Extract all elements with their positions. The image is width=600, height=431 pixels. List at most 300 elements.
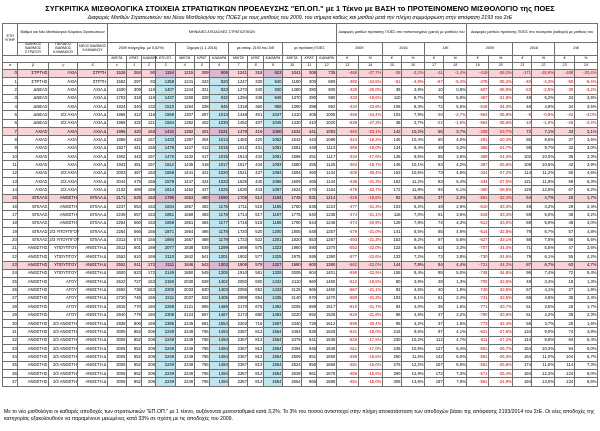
cell-value: 11,6% [532,361,555,369]
cell-rank-a: ΔΝΕΑΣ [18,111,49,119]
cell-value: 84 [382,303,401,311]
cell-value: -15,5% [358,370,382,378]
cell-rank-c: ΑΝΘΣΤΗ Δ [78,311,107,319]
cell-value: 1996 [107,128,126,136]
cell-rank-c: ΑΝΘΣΤΗ Δ [78,328,107,336]
cell-rank-b: ΑΧΙΑ [49,153,78,161]
cell-value: 852 [127,328,142,336]
cell-value: 7,9% [402,111,425,119]
cell-value: -38 [425,111,444,119]
cell-rank-b: ΛΧΙΑ [49,103,78,111]
cell-value: 2237 [107,203,126,211]
cell-value: 467 [127,169,142,177]
table-row [3,77,598,85]
cell-value: -8 [513,111,532,119]
cell-value: 32 [555,144,574,152]
cell-value: 405 [302,111,317,119]
cell-rank-b: ΥΠΟΥΠΓΟΥ [49,244,78,252]
cell-value: 3005 [107,370,126,378]
cell-value: 420 [248,136,263,144]
cell-rank-c: ΛΧΙΑ Δ [78,144,107,152]
cell-value: 1087 [263,186,282,194]
cell-value: 4,5% [402,311,425,319]
cell-years: 3 [3,94,18,102]
cell-value: 93 [142,77,156,85]
cell-value: 6,7% [532,261,555,269]
cell-value: 1257 [317,228,336,236]
cell-value: -426 [336,194,358,202]
cell-value: 755 [194,370,209,378]
cell-value: 2249 [156,353,175,361]
cell-value: 318 [127,94,142,102]
cell-years: 1 [3,77,18,85]
cell-value: 1943 [107,161,126,169]
cell-value: 63 [425,161,444,169]
cell-value: 5,2% [532,94,555,102]
header-index-cell: 15 [382,62,401,69]
cell-value: 1448 [229,111,248,119]
cell-value: -33,8% [489,311,513,319]
cell-value: 2284 [107,228,126,236]
cell-value: -33,3% [489,211,513,219]
cell-value: 5,3% [574,178,597,186]
header-sub-cell: % [574,55,597,62]
cell-value: 2308 [156,311,175,319]
cell-value: -507 [467,86,489,94]
cell-rank-a: ΛΧΙΑΣ [18,128,49,136]
cell-value: 1609 [282,178,301,186]
cell-value: -18,9% [532,69,555,77]
cell-value: -20,4% [358,169,382,177]
cell-value: 3,3% [444,244,467,252]
header-sub-cell: ΚΑΘΑΡΑ [263,55,282,62]
cell-value: 1658 [317,353,336,361]
cell-value: 432 [248,153,263,161]
cell-value: -610 [336,303,358,311]
header-index-cell: 21 [513,62,532,69]
cell-value: -5,4% [444,77,467,85]
cell-value: 2367 [229,378,248,386]
cell-value: 866 [302,378,317,386]
cell-value: 390 [302,94,317,102]
cell-value: 1494 [210,361,229,369]
cell-rank-c: ΑΝΘΣΤΗ Δ [78,303,107,311]
cell-value: 1990 [282,261,301,269]
cell-value: 630 [194,286,209,294]
cell-value: 8,5% [402,228,425,236]
cell-value: 3,6% [444,153,467,161]
header-sub-cell: ΚΡΑΤ. [302,55,317,62]
table-row [3,69,598,77]
cell-value: 1494 [210,353,229,361]
cell-rank-b: ΥΠΟΥΠΓΟΥ [49,253,78,261]
header-sub-cell: ΚΡΑΤ. [194,55,209,62]
cell-value: -481 [336,361,358,369]
cell-value: 1086 [263,178,282,186]
cell-value: -382 [336,77,358,85]
cell-value: 1886 [107,136,126,144]
cell-value: 1760 [282,203,301,211]
cell-rank-a: ΑΝΘΣΤΗΣ [18,261,49,269]
cell-value: 2,9% [402,86,425,94]
cell-value: 2288 [156,303,175,311]
cell-value: 1838 [175,244,194,252]
cell-value: 61 [425,211,444,219]
cell-value: 306 [302,69,317,77]
cell-value: -19,0% [358,144,382,152]
cell-value: -333 [336,94,358,102]
cell-years: 15 [3,194,18,202]
cell-years: 16 [3,203,18,211]
cell-rank-b: 2/3 ΑΧΙΑ [49,119,78,127]
cell-rank-a: ΑΝΘΣΤΗΣ [18,286,49,294]
header-diff1-2009: 2009 [336,43,382,56]
cell-value: 755 [194,353,209,361]
cell-value: 1460 [317,286,336,294]
cell-value: -21,3% [358,203,382,211]
cell-value: 6,6% [444,361,467,369]
cell-value: 1554 [263,361,282,369]
cell-rank-b: 2/3 ΑΝΘΣΤΗ [49,344,78,352]
cell-value: 2552 [107,261,126,269]
cell-rank-c: ΛΧΙΑ Δ [78,94,107,102]
cell-value: 1678 [317,370,336,378]
cell-value: 206 [142,344,156,352]
cell-value: 2,7% [402,119,425,127]
cell-value: 380 [302,86,317,94]
cell-value: -27,3% [358,119,382,127]
cell-value: 755 [194,336,209,344]
cell-value: 3005 [107,353,126,361]
cell-value: 398 [302,103,317,111]
cell-value: 61 [513,311,532,319]
cell-value: 73 [425,253,444,261]
cell-value: 2249 [156,370,175,378]
cell-value: 484 [194,219,209,227]
cell-value: 6,1% [444,186,467,194]
cell-value: 167 [142,136,156,144]
cell-value: 2340 [282,319,301,327]
cell-value: -627 [467,236,489,244]
cell-value: -18,0% [358,328,382,336]
cell-value: 2367 [229,353,248,361]
cell-value: 153 [142,194,156,202]
cell-value: 3,2% [574,211,597,219]
cell-value: 11,2% [402,178,425,186]
cell-value: 441 [127,144,142,152]
cell-value: 10,4% [402,136,425,144]
cell-value: 728 [302,319,317,327]
cell-value: -771 [467,303,489,311]
cell-value: 330 [248,77,263,85]
cell-value: 846 [302,344,317,352]
cell-value: 402 [194,119,209,127]
cell-value: 2249 [156,378,175,386]
cell-value: 930 [263,86,282,94]
cell-value: 87 [513,261,532,269]
cell-value: 1246 [317,219,336,227]
cell-value: -32,6% [489,278,513,286]
cell-value: -567 [336,286,358,294]
cell-value: 5,6% [402,194,425,202]
cell-value: 2249 [175,344,194,352]
cell-value: 1267 [317,236,336,244]
cell-value: 1624 [282,186,301,194]
cell-value: 108 [513,161,532,169]
cell-value: -571 [467,370,489,378]
cell-value: 48 [555,219,574,227]
cell-value: 38 [555,211,574,219]
cell-rank-a: ΕΠΙΛΑΣ [18,219,49,227]
cell-value: -18,2% [358,136,382,144]
cell-value: -493 [336,236,358,244]
cell-value: 69 [513,219,532,227]
cell-value: -22,0% [358,244,382,252]
cell-value: -61 [382,77,401,85]
cell-value: -474 [336,219,358,227]
cell-value: 1494 [210,328,229,336]
cell-value: 440 [248,178,263,186]
cell-value: 309 [194,69,209,77]
cell-value: 407 [248,119,263,127]
cell-value: 162 [382,178,401,186]
cell-value: 102 [513,153,532,161]
cell-value: 2149 [156,269,175,277]
cell-value: 557 [127,211,142,219]
cell-value: 4,4% [444,261,467,269]
header-sub-cell: % [358,55,382,62]
cell-value: -11 [425,69,444,77]
cell-rank-a: ΕΠΙΛΑΣ [18,203,49,211]
cell-years: 30 [3,319,18,327]
cell-value: 1517 [229,161,248,169]
cell-value: 169 [142,253,156,261]
cell-value: -339 [467,128,489,136]
cell-value: 153 [142,278,156,286]
cell-value: -28,5% [489,186,513,194]
cell-value: 813 [248,361,263,369]
cell-value: 8,3% [402,103,425,111]
cell-value: 5,4% [574,336,597,344]
cell-value: 548 [302,228,317,236]
cell-value: 1668 [317,361,336,369]
cell-value: 1452 [175,186,194,194]
cell-value: 437 [248,169,263,177]
cell-value: -721 [467,261,489,269]
cell-value: 206 [142,370,156,378]
cell-value: 11,2% [532,169,555,177]
cell-value: 1466 [210,303,229,311]
cell-value: 488 [194,236,209,244]
cell-value: -22,9% [358,269,382,277]
cell-rank-b: ΑΓΟΥ [49,294,78,302]
cell-value: 155 [382,269,401,277]
cell-value: 1,3% [574,278,597,286]
cell-value: 2110 [156,253,175,261]
cell-value: 611 [127,261,142,269]
cell-value: 2367 [229,336,248,344]
cell-value: 421 [194,169,209,177]
cell-value: 129 [382,219,401,227]
footnote: Με το νέο μισθολόγιο οι καθαρές αποδοχές των στρατιωτικών "ΕΠ.ΟΠ." με 1 τέκνο, αυξάνονται μεσοσταθμικά κατά 3,2%. Το 3% του ποσού αντιστοιχεί στην πλήρη αποκατάσταση των αποδοχών βάσει της απόφασης 2193/2014 του ΣτΕ. Οι νέες αποδοχές της κατηγορίας εξακολουθούν να παραμένουν μειωμένες κατά 33% σε σχέση με τις αποδοχές του 2009. [4,409,595,423]
header-diff1-2016: 2016 [382,43,424,56]
cell-value: 2220 [282,311,301,319]
cell-value: 72 [425,103,444,111]
cell-value: 856 [302,361,317,369]
cell-value: -20,4% [574,69,597,77]
cell-value: 29 [555,203,574,211]
header-sub-cell: € [336,55,358,62]
cell-value: 738 [127,286,142,294]
cell-value: 5,5% [574,236,597,244]
cell-value: 1270 [229,86,248,94]
cell-rank-b: 2/3 ΥΠΟΥΠΓΟΥ [49,228,78,236]
cell-value: 451 [127,161,142,169]
cell-value: 851 [302,353,317,361]
cell-value: 348 [248,94,263,102]
cell-rank-b: 2/3 ΑΝΘΣΤΗ [49,336,78,344]
cell-value: 10,6% [402,169,425,177]
cell-rank-a: ΑΝΘΣΤΗΣ [18,278,49,286]
cell-value: -19,6% [358,194,382,202]
cell-value: 66 [555,236,574,244]
cell-value: -434 [336,103,358,111]
cell-value: 1045 [263,119,282,127]
cell-value: -3,2% [402,69,425,77]
cell-value: 418 [194,161,209,169]
cell-value: 160 [142,303,156,311]
cell-years: 23 [3,261,18,269]
cell-value: 1197 [263,211,282,219]
cell-rank-a: ΔΝΕΑΣ [18,94,49,102]
header-index-cell: 19 [467,62,489,69]
cell-value: -610 [467,203,489,211]
cell-value: 40 [425,286,444,294]
cell-value: -538 [336,119,358,127]
cell-value: -366 [336,144,358,152]
cell-value: -561 [467,378,489,386]
cell-value: -20,3% [489,136,513,144]
cell-value: -456 [336,111,358,119]
cell-value: 57 [555,228,574,236]
cell-value: 206 [142,336,156,344]
cell-value: 3,9% [402,278,425,286]
cell-value: 116 [142,111,156,119]
cell-value: 1062 [263,136,282,144]
cell-value: 172 [142,261,156,269]
cell-value: 475 [127,178,142,186]
cell-value: -24,7% [489,144,513,152]
cell-value: 6,2% [402,203,425,211]
cell-value: 566 [127,228,142,236]
cell-value: 1960 [282,244,301,252]
cell-value: 2077 [156,244,175,252]
cell-value: 54 [513,194,532,202]
cell-value: 1015 [210,153,229,161]
cell-value: 110 [382,94,401,102]
cell-value: 1113 [317,144,336,152]
cell-value: 10,2% [402,128,425,136]
cell-value: 2003 [107,169,126,177]
cell-value: -2,4% [574,119,597,127]
cell-value: -25 [382,69,401,77]
table-row [3,361,598,369]
cell-value: 1688 [317,378,336,386]
cell-value: 1178 [210,228,229,236]
cell-rank-b: ΥΠΟΥΠΓΟΥ [49,269,78,277]
cell-value: 1,9% [574,286,597,294]
cell-value: -33,7% [489,303,513,311]
cell-value: -19,5% [358,278,382,286]
cell-value: 520 [248,228,263,236]
cell-value: 1906 [229,261,248,269]
table-row [3,86,598,94]
cell-value: 49 [425,144,444,152]
cell-value: 2479 [282,336,301,344]
cell-value: 79 [513,228,532,236]
cell-value: 12,2% [402,361,425,369]
cell-value: 1968 [107,119,126,127]
cell-value: 2030 [175,278,194,286]
cell-rank-c: ΑΝΘΣΤΗ Δ [78,361,107,369]
cell-rank-a: ΕΠΙΛΑΣ [18,211,49,219]
cell-value: 1305 [210,269,229,277]
cell-value: 7,5% [532,236,555,244]
cell-value: 1562 [107,77,126,85]
cell-value: 1745 [282,194,301,202]
cell-value: 716 [248,319,263,327]
cell-value: 95 [382,319,401,327]
cell-value: 76 [425,94,444,102]
cell-value: 1294 [229,94,248,102]
cell-value: 260 [382,353,401,361]
cell-value: 923 [210,86,229,94]
cell-value: 1280 [282,86,301,94]
cell-value: 1370 [317,244,336,252]
cell-value: -27,2% [489,169,513,177]
cell-value: -478 [467,77,489,85]
cell-value: -457 [467,94,489,102]
cell-value: -188 [555,69,574,77]
cell-value: 1021 [210,128,229,136]
cell-value: -748 [467,269,489,277]
cell-value: 96 [513,269,532,277]
cell-value: 154 [513,344,532,352]
cell-value: 13,0% [532,378,555,386]
header-years: ΕΤΗ ΥΠΗΡ. [3,24,18,56]
cell-value: 1708 [229,194,248,202]
cell-value: 692 [302,311,317,319]
cell-value: -24,5% [358,77,382,85]
cell-value: 1790 [282,219,301,227]
cell-value: 2539 [282,370,301,378]
cell-value: -24,4% [358,111,382,119]
cell-value: -25,4% [489,370,513,378]
cell-value: -32,4% [489,194,513,202]
cell-value: 2509 [282,353,301,361]
cell-value: 906 [210,69,229,77]
cell-value: 852 [127,344,142,352]
cell-value: 1407 [156,86,175,94]
cell-value: 1554 [263,353,282,361]
cell-rank-b: 2/3 ΑΧΙΑ [49,186,78,194]
cell-value: 48 [513,94,532,102]
cell-value: 2249 [175,328,194,336]
cell-value: -741 [467,294,489,302]
cell-value: 2125 [282,286,301,294]
table-row [3,128,598,136]
cell-value: 2552 [107,253,126,261]
